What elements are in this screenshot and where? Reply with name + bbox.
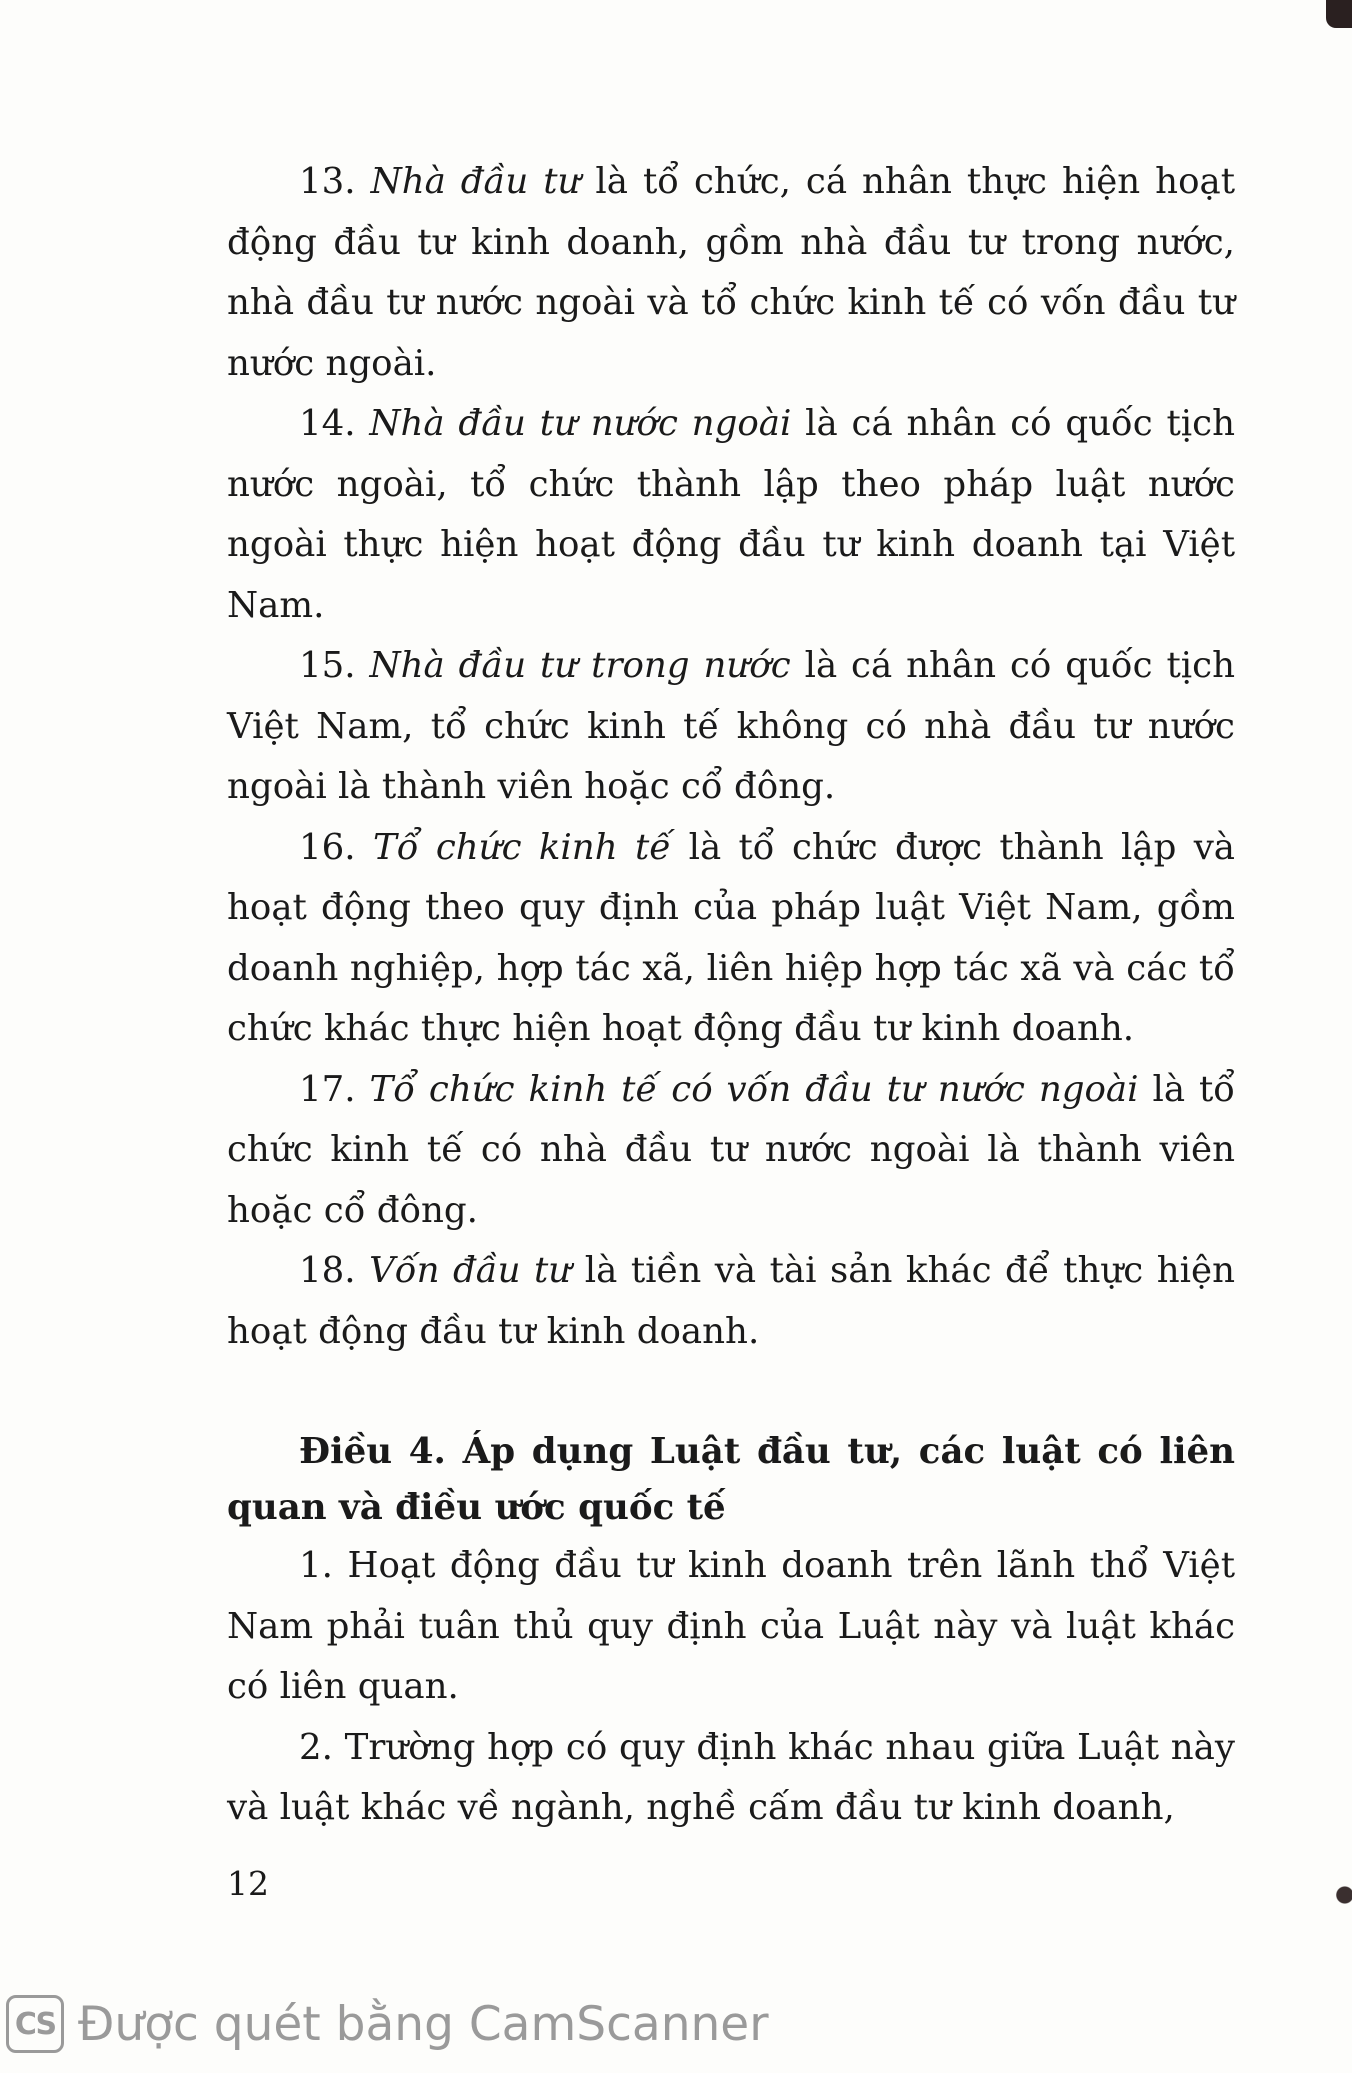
definition-paragraph [227, 636, 1235, 818]
defined-term: Nhà đầu tư trong nước [369, 645, 791, 686]
corner-scan-mark [1328, 1884, 1352, 1906]
definition-text: là tiền và tài sản khác để thực hiện hoạt động đầu tư kinh doanh. [227, 1250, 1236, 1352]
paragraph-number: 13. [299, 161, 356, 202]
definition-paragraph [227, 818, 1235, 1060]
article-heading: Điều 4. Áp dụng Luật đầu tư, các luật có liên quan và điều ước quốc tế [227, 1431, 1235, 1528]
definition-text: là tổ chức được thành lập và hoạt động theo quy định của pháp luật Việt Nam, gồm doanh nghiệp, hợp tác xã, liên hiệp hợp tác xã và các tổ chức khác thực hiện hoạt động đầu tư kinh doanh. [227, 826, 1236, 1049]
paragraph-number: 15. [299, 645, 356, 686]
definition-paragraph [227, 152, 1235, 394]
body-text [227, 152, 1235, 1839]
defined-term: Nhà đầu tư nước ngoài [369, 403, 792, 444]
definition-paragraph [227, 1060, 1235, 1242]
defined-term: Nhà đầu tư [370, 161, 581, 202]
paragraph-number: 17. [299, 1068, 356, 1110]
definition-text: là tổ chức, cá nhân thực hiện hoạt động đầu tư kinh doanh, gồm nhà đầu tư trong nước, nhà đầu tư nước ngoài và tổ chức kinh tế có vốn đầu tư nước ngoài. [227, 161, 1236, 384]
page-number: 12 [227, 1864, 269, 1903]
defined-term: Vốn đầu tư [369, 1250, 572, 1291]
corner-scan-mark [1326, 0, 1352, 28]
defined-term: Tổ chức kinh tế [372, 826, 672, 868]
camscanner-logo-icon: CS [6, 1995, 64, 2053]
definition-text: là cá nhân có quốc tịch Việt Nam, tổ chức kinh tế không có nhà đầu tư nước ngoài là thành viên hoặc cổ đông. [227, 645, 1235, 807]
definition-text: là tổ chức kinh tế có nhà đầu tư nước ngoài là thành viên hoặc cổ đông. [227, 1068, 1236, 1231]
article-paragraph: 1. Hoạt động đầu tư kinh doanh trên lãnh thổ Việt Nam phải tuân thủ quy định của Luật này và luật khác có liên quan. [227, 1545, 1235, 1707]
paragraph-number: 16. [299, 826, 356, 868]
paragraph-number: 14. [299, 403, 356, 444]
article-paragraph: 2. Trường hợp có quy định khác nhau giữa Luật này và luật khác về ngành, nghề cấm đầu tư kinh doanh, [227, 1726, 1235, 1828]
camscanner-watermark [0, 1990, 769, 2058]
definition-text: là cá nhân có quốc tịch nước ngoài, tổ chức thành lập theo pháp luật nước ngoài thực hiện hoạt động đầu tư kinh doanh tại Việt Nam. [227, 403, 1235, 626]
watermark-text: Được quét bằng CamScanner [78, 1996, 769, 2052]
definition-paragraph [227, 394, 1235, 636]
defined-term: Tổ chức kinh tế có vốn đầu tư nước ngoài [369, 1068, 1139, 1110]
definition-paragraph [227, 1241, 1235, 1362]
paragraph-number: 18. [299, 1250, 356, 1291]
